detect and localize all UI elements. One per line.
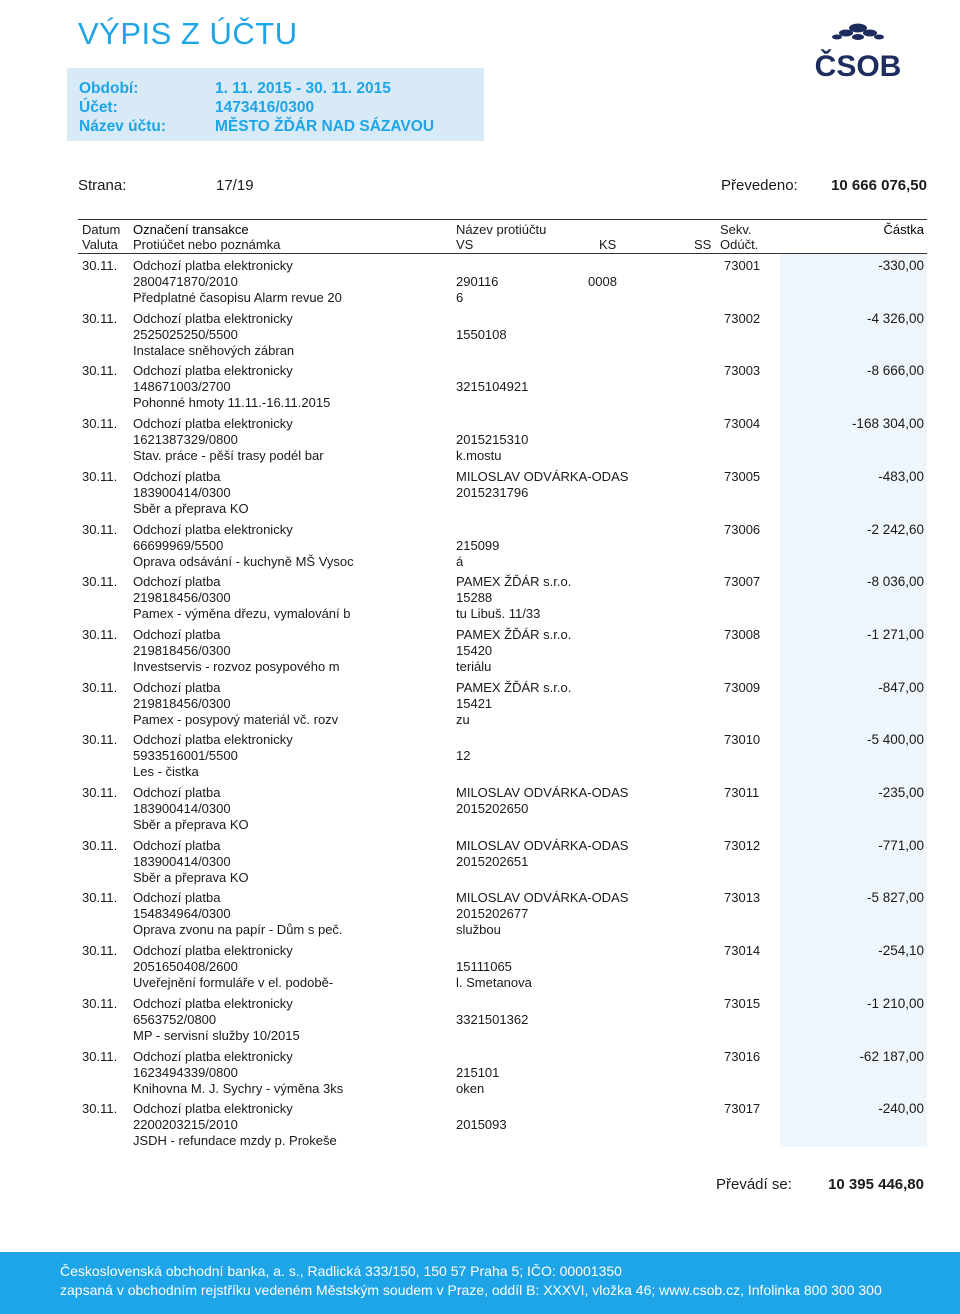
transaction-type: Odchozí platba elektronicky: [133, 363, 293, 379]
counter-account: 219818456/0300: [133, 642, 231, 658]
table-row: [0, 627, 960, 679]
transaction-date: 30.11.: [82, 574, 118, 590]
variable-symbol: 3321501362: [456, 1011, 529, 1027]
table-row: [0, 574, 960, 626]
transaction-type: Odchozí platba elektronicky: [133, 258, 293, 273]
transaction-amount: -168 304,00: [851, 416, 924, 432]
sequence-number: 73013: [724, 890, 761, 906]
counter-account: 154834964/0300: [133, 906, 231, 922]
counter-name: PAMEX ŽĎÁR s.r.o.: [456, 626, 572, 642]
transaction-amount: -240,00: [878, 1101, 924, 1117]
table-row: [0, 785, 960, 837]
period-label: Období:: [79, 80, 139, 97]
carried-label: Převedeno:: [721, 177, 798, 194]
counter-account: 1623494339/0800: [133, 1064, 238, 1080]
transaction-amount: -2 242,60: [866, 521, 924, 537]
variable-symbol: 15421: [456, 695, 493, 711]
sequence-number: 73005: [724, 468, 761, 484]
transaction-type: Odchozí platba elektronicky: [133, 1101, 293, 1117]
transaction-amount: -1 271,00: [866, 626, 924, 642]
variable-symbol: 3215104921: [456, 379, 529, 395]
transaction-amount: -235,00: [878, 785, 924, 800]
counter-account: 148671003/2700: [133, 379, 231, 395]
transaction-type: Odchozí platba elektronicky: [133, 1048, 293, 1064]
footer: [0, 1252, 960, 1314]
counter-detail: teriálu: [456, 658, 492, 674]
counter-account: 5933516001/5500: [133, 748, 238, 764]
summary-value: 10 395 446,80: [828, 1176, 924, 1193]
transaction-note: Sběr a přeprava KO: [133, 500, 249, 516]
transaction-amount: -5 827,00: [866, 890, 924, 906]
account-label: Účet:: [79, 99, 118, 116]
counter-account: 66699969/5500: [133, 537, 224, 553]
transaction-date: 30.11.: [82, 1101, 118, 1117]
footer-line-1: Československá obchodní banka, a. s., Radlická 333/150, 150 57 Praha 5; IČO: 00001350: [60, 1263, 622, 1279]
transaction-note: Oprava odsávání - kuchyně MŠ Vysoc: [133, 553, 354, 569]
counter-account: 1621387329/0800: [133, 432, 238, 448]
variable-symbol: 2015202650: [456, 801, 529, 816]
transaction-type: Odchozí platba elektronicky: [133, 732, 293, 748]
transaction-note: Předplatné časopisu Alarm revue 20: [133, 290, 342, 305]
transaction-date: 30.11.: [82, 995, 118, 1011]
counter-name: MILOSLAV ODVÁRKA-ODAS: [456, 785, 629, 800]
sequence-number: 73011: [724, 785, 760, 800]
table-row: [0, 522, 960, 574]
transaction-date: 30.11.: [82, 1048, 118, 1064]
sequence-number: 73003: [724, 363, 761, 379]
header-top-rule: [78, 219, 927, 220]
transaction-date: 30.11.: [82, 521, 118, 537]
table-row: [0, 890, 960, 942]
sequence-number: 73015: [724, 995, 761, 1011]
transaction-amount: -483,00: [878, 468, 924, 484]
table-row: [0, 1049, 960, 1101]
counter-detail: k.mostu: [456, 448, 502, 464]
table-row: [0, 258, 960, 310]
transaction-note: MP - servisní služby 10/2015: [133, 1027, 300, 1043]
transaction-note: Sběr a přeprava KO: [133, 869, 249, 885]
sequence-number: 73004: [724, 416, 761, 432]
variable-symbol: 12: [456, 748, 471, 764]
account-name-value: MĚSTO ŽĎÁR NAD SÁZAVOU: [215, 118, 435, 135]
counter-name: PAMEX ŽĎÁR s.r.o.: [456, 679, 572, 695]
variable-symbol: 215099: [456, 537, 500, 553]
transaction-date: 30.11.: [82, 468, 118, 484]
transaction-type: Odchozí platba: [133, 679, 221, 695]
counter-detail: oken: [456, 1080, 485, 1096]
header-vs: VS: [456, 237, 474, 252]
account-name-label: Název účtu:: [79, 118, 166, 135]
transaction-date: 30.11.: [82, 416, 118, 432]
counter-detail: l. Smetanova: [456, 975, 532, 991]
transaction-amount: -8 036,00: [866, 574, 924, 590]
transaction-note: Oprava zvonu na papír - Dům s peč.: [133, 922, 343, 938]
period-value: 1. 11. 2015 - 30. 11. 2015: [215, 80, 391, 97]
transaction-date: 30.11.: [82, 732, 118, 748]
counter-name: MILOSLAV ODVÁRKA-ODAS: [456, 468, 629, 484]
header-oduct: Odúčt.: [720, 237, 759, 252]
transaction-type: Odchozí platba: [133, 574, 221, 590]
counter-account: 183900414/0300: [133, 853, 231, 869]
table-row: [0, 469, 960, 521]
sequence-number: 73016: [724, 1048, 761, 1064]
variable-symbol: 2015093: [456, 1117, 507, 1133]
counter-account: 2200203215/2010: [133, 1117, 238, 1133]
transaction-note: JSDH - refundace mzdy p. Prokeše: [133, 1133, 337, 1149]
sequence-number: 73006: [724, 521, 761, 537]
page-label: Strana:: [78, 177, 127, 194]
transaction-type: Odchozí platba elektronicky: [133, 310, 293, 326]
header-valuta: Valuta: [82, 237, 118, 252]
sequence-number: 73002: [724, 310, 761, 326]
transaction-amount: -1 210,00: [866, 995, 924, 1011]
transaction-type: Odchozí platba elektronicky: [133, 995, 293, 1011]
counter-account: 6563752/0800: [133, 1011, 217, 1027]
table-row: [0, 838, 960, 890]
transaction-date: 30.11.: [82, 258, 118, 273]
header-counter: Protiúčet nebo poznámka: [133, 237, 281, 252]
page-value: 17/19: [216, 177, 254, 194]
transaction-note: Investservis - rozvoz posypového m: [133, 658, 340, 674]
sequence-number: 73001: [724, 258, 761, 273]
transaction-note: Uveřejnění formuláře v el. podobě-: [133, 975, 334, 991]
transaction-amount: -254,10: [878, 943, 924, 959]
csob-logo: [812, 6, 904, 82]
counter-account: 2051650408/2600: [133, 959, 238, 975]
transaction-type: Odchozí platba elektronicky: [133, 943, 293, 959]
counter-account: 2525025250/5500: [133, 326, 238, 342]
header-amount: Částka: [883, 222, 924, 237]
variable-symbol: 215101: [456, 1064, 500, 1080]
variable-symbol: 15420: [456, 642, 493, 658]
counter-detail: službou: [456, 922, 501, 938]
transaction-amount: -8 666,00: [866, 363, 924, 379]
transaction-date: 30.11.: [82, 837, 118, 853]
transaction-date: 30.11.: [82, 310, 118, 326]
transaction-note: Les - čistka: [133, 764, 199, 780]
variable-symbol: 2015215310: [456, 432, 529, 448]
transaction-note: Pohonné hmoty 11.11.-16.11.2015: [133, 395, 331, 411]
table-row: [0, 363, 960, 415]
transaction-type: Odchozí platba: [133, 785, 221, 800]
footer-line-2: zapsaná v obchodním rejstříku vedeném Městským soudem v Praze, oddíl B: XXXVI, vložka 46; www.csob.cz, Infolinka 800 300 300: [60, 1282, 882, 1298]
transaction-note: Pamex - výměna dřezu, vymalování b: [133, 606, 351, 622]
counter-account: 183900414/0300: [133, 484, 231, 500]
transaction-date: 30.11.: [82, 890, 118, 906]
transaction-note: Sběr a přeprava KO: [133, 817, 249, 832]
header-date: Datum: [82, 222, 121, 237]
transaction-note: Stav. práce - pěší trasy podél bar: [133, 448, 324, 464]
transaction-note: Pamex - posypový materiál vč. rozv: [133, 711, 339, 727]
transaction-type: Odchozí platba: [133, 890, 221, 906]
transaction-type: Odchozí platba: [133, 837, 221, 853]
variable-symbol: 2015231796: [456, 484, 529, 500]
sequence-number: 73008: [724, 626, 761, 642]
transaction-amount: -62 187,00: [859, 1048, 924, 1064]
variable-symbol: 2015202677: [456, 906, 529, 922]
transaction-type: Odchozí platba: [133, 468, 221, 484]
transaction-amount: -847,00: [878, 679, 924, 695]
sequence-number: 73009: [724, 679, 761, 695]
variable-symbol: 2015202651: [456, 853, 529, 869]
variable-symbol: 290116: [456, 274, 499, 289]
transaction-amount: -5 400,00: [866, 732, 924, 748]
transaction-date: 30.11.: [82, 785, 118, 800]
variable-symbol: 1550108: [456, 326, 507, 342]
summary-label: Převádí se:: [716, 1176, 792, 1193]
transaction-type: Odchozí platba elektronicky: [133, 416, 293, 432]
transaction-date: 30.11.: [82, 943, 118, 959]
transaction-amount: -771,00: [878, 837, 924, 853]
counter-account: 219818456/0300: [133, 695, 231, 711]
table-row: [0, 732, 960, 784]
transaction-amount: -4 326,00: [866, 310, 924, 326]
page-title: VÝPIS Z ÚČTU: [78, 16, 298, 51]
header-counter-name: Název protiúčtu: [456, 222, 547, 237]
transaction-note: Knihovna M. J. Sychry - výměna 3ks: [133, 1080, 344, 1096]
logo-text: ČSOB: [814, 50, 902, 82]
sequence-number: 73012: [724, 837, 761, 853]
carried-value: 10 666 076,50: [831, 177, 927, 194]
table-row: [0, 943, 960, 995]
counter-account: 219818456/0300: [133, 590, 231, 606]
transaction-date: 30.11.: [82, 626, 118, 642]
counter-detail: 6: [456, 290, 464, 305]
counter-detail: á: [456, 553, 464, 569]
counter-detail: tu Libuš. 11/33: [456, 606, 541, 622]
table-row: [0, 1101, 960, 1153]
variable-symbol: 15288: [456, 590, 493, 606]
constant-symbol: 0008: [588, 274, 617, 289]
header-ks: KS: [599, 237, 617, 252]
transaction-type: Odchozí platba elektronicky: [133, 521, 293, 537]
header-type: Označení transakce: [133, 222, 249, 237]
transaction-note: Instalace sněhových zábran: [133, 342, 295, 358]
table-row: [0, 680, 960, 732]
counter-name: PAMEX ŽĎÁR s.r.o.: [456, 574, 572, 590]
counter-name: MILOSLAV ODVÁRKA-ODAS: [456, 890, 629, 906]
counter-detail: zu: [456, 711, 470, 727]
sequence-number: 73014: [724, 943, 761, 959]
transaction-type: Odchozí platba: [133, 626, 221, 642]
table-row: [0, 416, 960, 468]
transaction-date: 30.11.: [82, 679, 118, 695]
header-sekv: Sekv.: [720, 222, 752, 237]
sequence-number: 73007: [724, 574, 761, 590]
sequence-number: 73017: [724, 1101, 761, 1117]
table-row: [0, 996, 960, 1048]
header-ss: SS: [694, 237, 712, 252]
account-value: 1473416/0300: [215, 99, 315, 116]
counter-account: 2800471870/2010: [133, 274, 238, 289]
transaction-date: 30.11.: [82, 363, 118, 379]
transaction-amount: -330,00: [878, 258, 924, 273]
counter-account: 183900414/0300: [133, 801, 231, 816]
table-row: [0, 311, 960, 363]
account-info-box: [67, 68, 484, 141]
sequence-number: 73010: [724, 732, 761, 748]
variable-symbol: 15111065: [456, 959, 512, 975]
counter-name: MILOSLAV ODVÁRKA-ODAS: [456, 837, 629, 853]
